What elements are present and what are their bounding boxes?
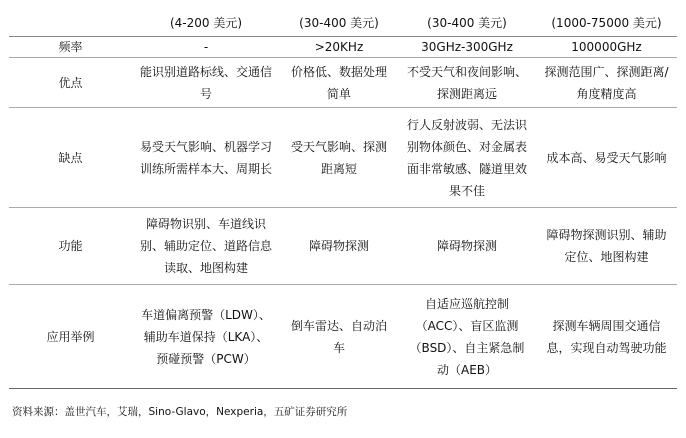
row-label: 频率 <box>9 37 132 58</box>
header-cell <box>9 8 132 37</box>
table-row <box>9 208 677 285</box>
table-cell: 成本高、易受天气影响 <box>536 108 677 208</box>
table-cell: 能识别道路标线、交通信号 <box>132 58 280 108</box>
source-note: 资料来源：盖世汽车，艾瑞，Sino-Glavo，Nexperia，五矿证券研究所 <box>12 406 348 418</box>
table-cell: 100000GHz <box>536 37 677 58</box>
table-cell: 价格低、数据处理简单 <box>280 58 398 108</box>
table-cell: 易受天气影响、机器学习训练所需样本大、周期长 <box>132 108 280 208</box>
table-row <box>9 108 677 208</box>
table-cell: 自适应巡航控制（ACC）、盲区监测（BSD）、自主紧急制动（AEB） <box>398 285 536 389</box>
header-row <box>9 8 677 37</box>
table-cell: 障碍物探测 <box>280 208 398 285</box>
row-label: 功能 <box>9 208 132 285</box>
header-cell: (30-400 美元) <box>398 8 536 37</box>
table-cell: >20KHz <box>280 37 398 58</box>
table-cell: 倒车雷达、自动泊车 <box>280 285 398 389</box>
table-cell: 行人反射波弱、无法识别物体颜色、对金属表面非常敏感、隧道里效果不佳 <box>398 108 536 208</box>
table-cell: 探测范围广、探测距离/角度精度高 <box>536 58 677 108</box>
table-cell: - <box>132 37 280 58</box>
table-cell: 车道偏离预警（LDW）、辅助车道保持（LKA）、预碰预警（PCW） <box>132 285 280 389</box>
header-cell: (30-400 美元) <box>280 8 398 37</box>
row-label: 优点 <box>9 58 132 108</box>
table-cell: 不受天气和夜间影响、探测距离远 <box>398 58 536 108</box>
table-cell: 障碍物探测 <box>398 208 536 285</box>
table-row <box>9 58 677 108</box>
table-row <box>9 285 677 389</box>
table-cell: 障碍物探测识别、辅助定位、地图构建 <box>536 208 677 285</box>
table-cell: 30GHz-300GHz <box>398 37 536 58</box>
table-cell: 探测车辆周围交通信息，实现自动驾驶功能 <box>536 285 677 389</box>
sensor-comparison-table <box>9 8 677 389</box>
row-label: 应用举例 <box>9 285 132 389</box>
header-cell: (4-200 美元) <box>132 8 280 37</box>
header-cell: (1000-75000 美元) <box>536 8 677 37</box>
row-label: 缺点 <box>9 108 132 208</box>
table-cell: 受天气影响、探测距离短 <box>280 108 398 208</box>
table-row <box>9 37 677 58</box>
table-cell: 障碍物识别、车道线识别、辅助定位、道路信息读取、地图构建 <box>132 208 280 285</box>
comparison-table-wrapper <box>9 8 677 389</box>
